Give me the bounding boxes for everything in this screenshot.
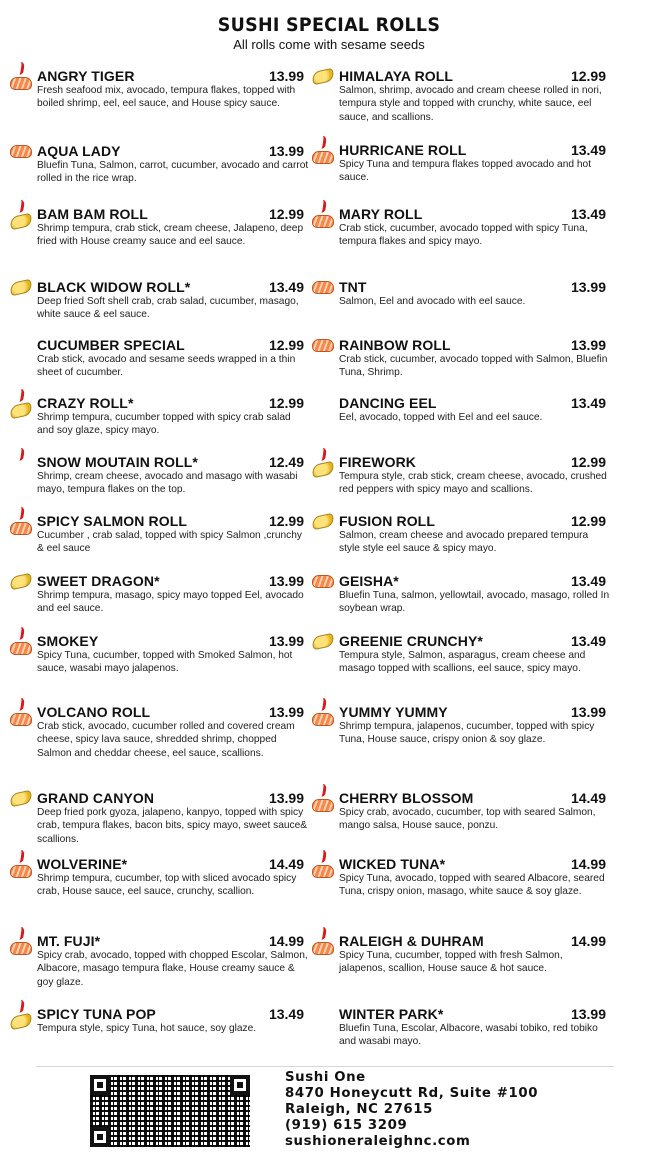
item-description: Shrimp tempura, jalapenos, cucumber, topped with spicy Tuna, House sauce, crispy onion & soy glaze.	[339, 721, 595, 746]
chili-pepper-icon	[321, 784, 327, 797]
item-name: BAM BAM ROLL	[37, 206, 148, 222]
tempura-roll-icon	[9, 213, 33, 230]
tempura-roll-icon	[311, 68, 335, 85]
item-description: Shrimp, cream cheese, avocado and masago with wasabi mayo, tempura flakes on the top.	[37, 471, 298, 496]
item-price: 13.99	[268, 68, 304, 84]
chili-pepper-icon	[321, 448, 327, 461]
item-icons	[310, 927, 338, 961]
item-icons	[8, 507, 36, 541]
item-icons	[310, 62, 338, 96]
item-icons	[310, 273, 338, 307]
chili-pepper-icon	[321, 200, 327, 213]
item-icons	[8, 1000, 36, 1034]
item-price: 13.49	[570, 142, 606, 158]
item-name: SWEET DRAGON*	[37, 573, 160, 589]
item-name: ANGRY TIGER	[37, 68, 135, 84]
item-name: WINTER PARK*	[339, 1006, 444, 1022]
item-icons	[8, 567, 36, 601]
tempura-roll-icon	[9, 1013, 33, 1030]
item-name: FUSION ROLL	[339, 513, 435, 529]
item-price: 13.49	[268, 279, 304, 295]
city-address: Raleigh, NC 27615	[285, 1102, 433, 1117]
chili-pepper-icon	[19, 389, 25, 402]
item-description: Crab stick, cucumber, avocado topped with Salmon, Bluefin Tuna, Shrimp.	[339, 354, 608, 379]
tempura-roll-icon	[311, 633, 335, 650]
salmon-roll-icon	[312, 799, 334, 812]
item-name: RAINBOW ROLL	[339, 337, 451, 353]
chili-pepper-icon	[19, 1000, 25, 1013]
item-name: TNT	[339, 279, 367, 295]
restaurant-name: Sushi One	[285, 1070, 366, 1085]
item-description: Spicy crab, avocado, topped with chopped Escolar, Salmon, Albacore, masago tempura flake, House creamy sauce & goy glaze.	[37, 950, 308, 988]
item-description: Crab stick, avocado, cucumber rolled and covered cream cheese, spicy lava sauce, shredded shrimp, chopped Salmon and cheddar cheese, eel sauce, scallions.	[37, 721, 295, 759]
item-name: RALEIGH & DUHRAM	[339, 933, 484, 949]
item-icons	[310, 850, 338, 884]
item-icons	[8, 850, 36, 884]
item-icons	[8, 448, 36, 482]
item-price: 13.99	[570, 1006, 606, 1022]
page-title: SUSHI SPECIAL ROLLS	[217, 14, 441, 36]
item-name: WICKED TUNA*	[339, 856, 446, 872]
item-icons	[8, 698, 36, 732]
tempura-roll-icon	[311, 461, 335, 478]
item-description: Shrimp tempura, crab stick, cream cheese, Jalapeno, deep fried with House creamy sauce and eel sauce.	[37, 223, 304, 248]
item-price: 12.99	[570, 454, 606, 470]
item-name: FIREWORK	[339, 454, 417, 470]
tempura-roll-icon	[9, 402, 33, 419]
qr-finder-icon	[230, 1075, 250, 1095]
page-subtitle: All rolls come with sesame seeds	[233, 37, 425, 52]
item-description: Eel, avocado, topped with Eel and eel sauce.	[339, 412, 543, 423]
item-description: Salmon, cream cheese and avocado prepared tempura style style eel sauce & spicy mayo.	[339, 530, 589, 555]
item-icons	[8, 200, 36, 234]
item-description: Deep fried pork gyoza, jalapeno, kanpyo, topped with spicy crab, tempura flakes, bacon bits, spicy mayo, sweet sauce& scallions.	[37, 807, 308, 845]
chili-pepper-icon	[321, 850, 327, 863]
item-description: Shrimp tempura, masago, spicy mayo topped Eel, avocado and eel sauce.	[37, 590, 304, 615]
restaurant-address-block	[285, 1070, 538, 1150]
item-icons	[310, 567, 338, 601]
salmon-roll-icon	[312, 865, 334, 878]
item-description: Spicy Tuna and tempura flakes topped avocado and hot sauce.	[339, 159, 592, 184]
item-name: GREENIE CRUNCHY*	[339, 633, 483, 649]
item-name: CRAZY ROLL*	[37, 395, 134, 411]
item-price: 13.99	[268, 790, 304, 806]
item-description: Spicy Tuna, cucumber, topped with Smoked Salmon, hot sauce, wasabi mayo jalapenos.	[37, 650, 293, 675]
chili-pepper-icon	[19, 507, 25, 520]
item-icons	[310, 331, 338, 365]
item-name: HIMALAYA ROLL	[339, 68, 454, 84]
item-name: SPICY SALMON ROLL	[37, 513, 188, 529]
item-name: VOLCANO ROLL	[37, 704, 151, 720]
item-description: Salmon, shrimp, avocado and cream cheese rolled in nori, tempura style and topped with crunchy, white sauce, eel sauce, and scallions.	[339, 85, 602, 123]
item-name: AQUA LADY	[37, 143, 121, 159]
qr-finder-icon	[90, 1075, 110, 1095]
salmon-roll-icon	[312, 339, 334, 352]
salmon-roll-icon	[312, 151, 334, 164]
item-price: 13.49	[570, 206, 606, 222]
item-description: Tempura style, Salmon, asparagus, cream cheese and masago topped with scallions, eel sauce, spicy mayo.	[339, 650, 586, 675]
item-icons	[310, 784, 338, 818]
item-price: 14.99	[268, 933, 304, 949]
qr-code-icon[interactable]	[90, 1075, 250, 1147]
item-name: GRAND CANYON	[37, 790, 155, 806]
chili-pepper-icon	[321, 136, 327, 149]
item-icons	[8, 627, 36, 661]
item-name: DANCING EEL	[339, 395, 437, 411]
item-icons	[8, 389, 36, 423]
salmon-roll-icon	[10, 942, 32, 955]
item-price: 12.99	[570, 513, 606, 529]
item-price: 13.49	[570, 633, 606, 649]
chili-pepper-icon	[19, 927, 25, 940]
item-price: 12.99	[268, 337, 304, 353]
salmon-roll-icon	[312, 215, 334, 228]
item-price: 14.49	[268, 856, 304, 872]
item-price: 13.99	[268, 573, 304, 589]
item-price: 14.49	[570, 790, 606, 806]
item-price: 12.99	[268, 513, 304, 529]
salmon-roll-icon	[10, 865, 32, 878]
item-name: YUMMY YUMMY	[339, 704, 448, 720]
item-description: Spicy crab, avocado, cucumber, top with seared Salmon, mango salsa, House sauce, ponzu.	[339, 807, 596, 832]
item-name: CUCUMBER SPECIAL	[37, 337, 185, 353]
chili-pepper-icon	[19, 62, 25, 75]
item-description: Cucumber , crab salad, topped with spicy Salmon ,crunchy & eel sauce	[37, 530, 302, 555]
salmon-roll-icon	[10, 713, 32, 726]
item-description: Fresh seafood mix, avocado, tempura flakes, topped with boiled shrimp, eel, eel sauce, and House spicy sauce.	[37, 85, 296, 110]
chili-pepper-icon	[19, 627, 25, 640]
salmon-roll-icon	[312, 713, 334, 726]
item-icons	[310, 627, 338, 661]
item-icons	[310, 698, 338, 732]
item-name: CHERRY BLOSSOM	[339, 790, 474, 806]
salmon-roll-icon	[10, 642, 32, 655]
item-description: Crab stick, cucumber, avocado topped with spicy Tuna, tempura flakes and spicy mayo.	[339, 223, 588, 248]
footer-divider	[36, 1066, 614, 1067]
chili-pepper-icon	[19, 698, 25, 711]
item-price: 13.99	[268, 633, 304, 649]
item-price: 13.49	[268, 1006, 304, 1022]
salmon-roll-icon	[312, 942, 334, 955]
item-name: MT. FUJI*	[37, 933, 101, 949]
salmon-roll-icon	[10, 145, 32, 158]
item-icons	[8, 331, 36, 365]
chili-pepper-icon	[321, 698, 327, 711]
item-name: GEISHA*	[339, 573, 399, 589]
salmon-roll-icon	[10, 77, 32, 90]
item-name: SNOW MOUTAIN ROLL*	[37, 454, 198, 470]
tempura-roll-icon	[311, 513, 335, 530]
phone-number[interactable]: (919) 615 3209	[285, 1118, 408, 1133]
tempura-roll-icon	[9, 279, 33, 296]
item-price: 12.49	[268, 454, 304, 470]
chili-pepper-icon	[19, 448, 25, 461]
menu-header	[0, 14, 658, 52]
item-price: 13.99	[570, 279, 606, 295]
item-icons	[8, 927, 36, 961]
item-price: 12.99	[268, 206, 304, 222]
item-description: Spicy Tuna, cucumber, topped with fresh Salmon, jalapenos, scallion, House sauce & hot sauce.	[339, 950, 563, 975]
item-price: 13.49	[570, 573, 606, 589]
tempura-roll-icon	[9, 790, 33, 807]
item-description: Tempura style, spicy Tuna, hot sauce, soy glaze.	[37, 1023, 257, 1034]
item-name: SMOKEY	[37, 633, 99, 649]
salmon-roll-icon	[312, 281, 334, 294]
item-description: Tempura style, crab stick, cream cheese, avocado, crushed red peppers with spicy mayo and scallions.	[339, 471, 607, 496]
item-price: 13.99	[570, 704, 606, 720]
item-price: 13.99	[268, 143, 304, 159]
item-icons	[310, 1000, 338, 1034]
item-name: WOLVERINE*	[37, 856, 128, 872]
item-icons	[310, 448, 338, 482]
item-description: Salmon, Eel and avocado with eel sauce.	[339, 296, 526, 307]
item-icons	[8, 784, 36, 818]
salmon-roll-icon	[312, 575, 334, 588]
item-price: 12.99	[268, 395, 304, 411]
item-name: SPICY TUNA POP	[37, 1006, 156, 1022]
website-link[interactable]: sushioneraleighnc.com	[285, 1134, 471, 1149]
chili-pepper-icon	[19, 850, 25, 863]
item-price: 13.99	[570, 337, 606, 353]
qr-finder-icon	[90, 1127, 110, 1147]
item-price: 13.49	[570, 395, 606, 411]
item-price: 13.99	[268, 704, 304, 720]
item-description: Bluefin Tuna, Escolar, Albacore, wasabi tobiko, red tobiko and wasabi mayo.	[339, 1023, 598, 1048]
item-price: 12.99	[570, 68, 606, 84]
item-name: BLACK WIDOW ROLL*	[37, 279, 191, 295]
item-icons	[8, 62, 36, 96]
item-icons	[310, 389, 338, 423]
salmon-roll-icon	[10, 522, 32, 535]
chili-pepper-icon	[321, 927, 327, 940]
street-address: 8470 Honeycutt Rd, Suite #100	[285, 1086, 539, 1101]
item-name: MARY ROLL	[339, 206, 423, 222]
tempura-roll-icon	[9, 573, 33, 590]
item-description: Bluefin Tuna, Salmon, carrot, cucumber, avocado and carrot rolled in the rice wrap.	[37, 160, 309, 185]
item-icons	[310, 136, 338, 170]
item-price: 14.99	[570, 856, 606, 872]
item-description: Deep fried Soft shell crab, crab salad, cucumber, masago, white sauce & eel sauce.	[37, 296, 299, 321]
item-icons	[8, 137, 36, 171]
item-description: Spicy Tuna, avocado, topped with seared Albacore, seared Tuna, crispy onion, masago, white sauce & soy glaze.	[339, 873, 605, 898]
item-icons	[310, 507, 338, 541]
chili-pepper-icon	[19, 200, 25, 213]
item-description: Shrimp tempura, cucumber topped with spicy crab salad and soy glaze, spicy mayo.	[37, 412, 291, 437]
item-name: HURRICANE ROLL	[339, 142, 467, 158]
item-price: 14.99	[570, 933, 606, 949]
item-icons	[310, 200, 338, 234]
item-description: Crab stick, avocado and sesame seeds wrapped in a thin sheet of cucumber.	[37, 354, 296, 379]
item-description: Shrimp tempura, cucumber, top with sliced avocado spicy crab, House sauce, eel sauce, crunchy, scallion.	[37, 873, 297, 898]
item-icons	[8, 273, 36, 307]
item-description: Bluefin Tuna, salmon, yellowtail, avocado, masago, rolled In soybean wrap.	[339, 590, 610, 615]
